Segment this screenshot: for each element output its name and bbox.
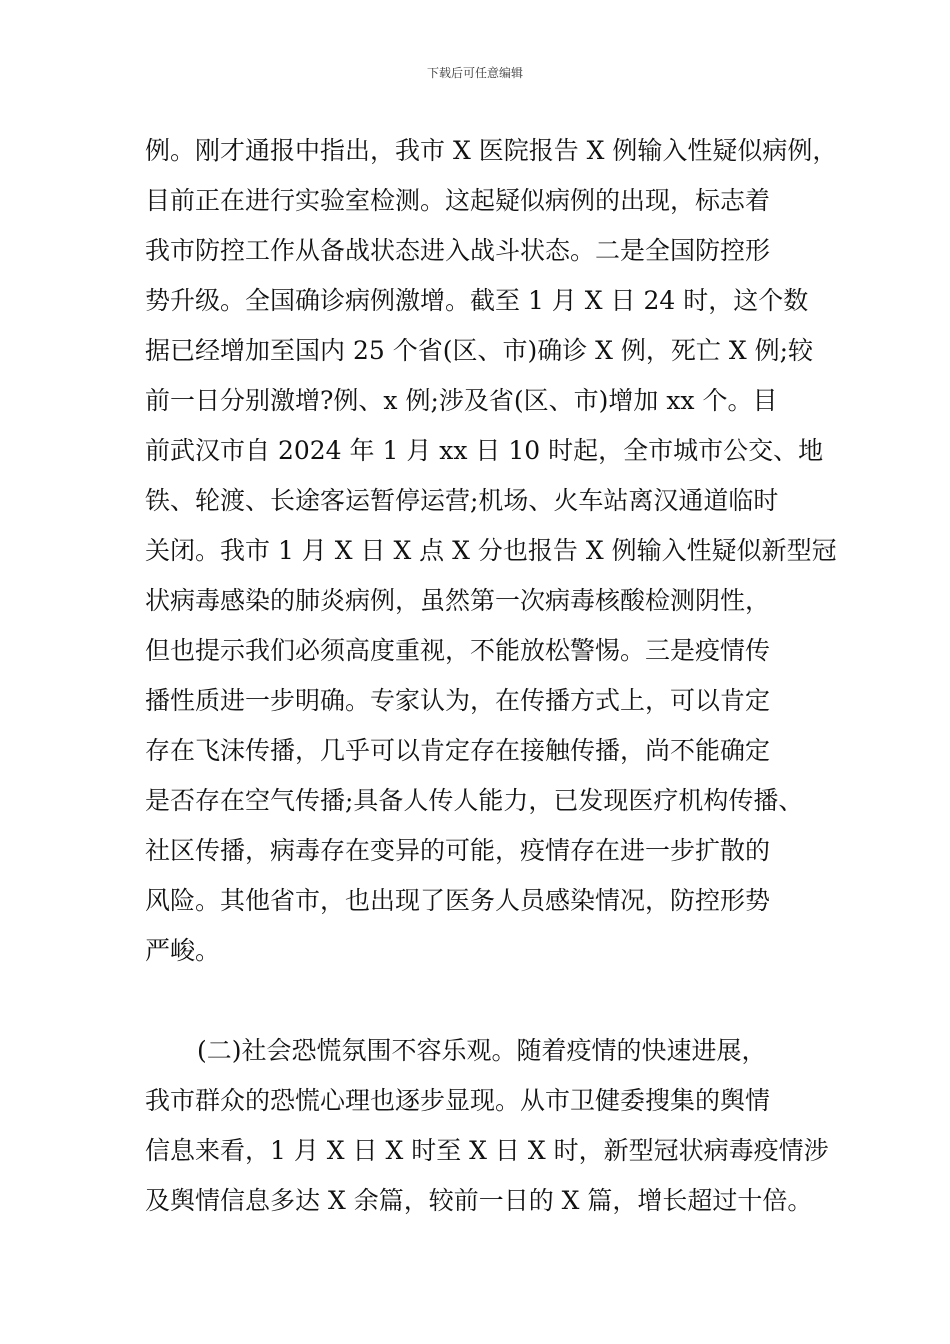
text-line: 及舆情信息多达 X 余篇，较前一日的 X 篇，增长超过十倍。	[145, 1186, 813, 1215]
paragraph-2	[145, 1026, 835, 1226]
text-line: 我市防控工作从备战状态进入战斗状态。二是全国防控形	[145, 236, 771, 265]
text-line: 前一日分别激增?例、x 例;涉及省(区、市)增加 xx 个。目	[145, 386, 778, 415]
text-line: 前武汉市自 2024 年 1 月 xx 日 10 时起，全市城市公交、地	[145, 436, 824, 465]
text-line: 铁、轮渡、长途客运暂停运营;机场、火车站离汉通道临时	[145, 486, 779, 515]
document-body	[145, 126, 838, 1226]
paragraph-1	[145, 126, 838, 976]
paragraph-spacer	[145, 976, 835, 1026]
text-line: 是否存在空气传播;具备人传人能力，已发现医疗机构传播、	[145, 786, 804, 815]
text-line: 我市群众的恐慌心理也逐步显现。从市卫健委搜集的舆情	[145, 1086, 771, 1115]
text-line: 播性质进一步明确。专家认为，在传播方式上，可以肯定	[145, 686, 771, 715]
text-line: 例。刚才通报中指出，我市 X 医院报告 X 例输入性疑似病例，	[145, 136, 838, 165]
page-header: 下载后可任意编辑	[426, 66, 523, 80]
text-line: 社区传播，病毒存在变异的可能，疫情存在进一步扩散的	[145, 836, 771, 865]
text-line: 风险。其他省市，也出现了医务人员感染情况，防控形势	[145, 886, 771, 915]
text-line: 状病毒感染的肺炎病例，虽然第一次病毒核酸检测阴性，	[145, 586, 771, 615]
text-line: 势升级。全国确诊病例激增。截至 1 月 X 日 24 时，这个数	[145, 286, 809, 315]
text-line: 目前正在进行实验室检测。这起疑似病例的出现，标志着	[145, 186, 771, 215]
text-line: (二)社会恐慌氛围不容乐观。随着疫情的快速进展，	[197, 1036, 767, 1065]
text-line: 但也提示我们必须高度重视，不能放松警惕。三是疫情传	[145, 636, 771, 665]
text-line: 信息来看，1 月 X 日 X 时至 X 日 X 时，新型冠状病毒疫情涉	[145, 1136, 829, 1165]
text-line: 据已经增加至国内 25 个省(区、市)确诊 X 例，死亡 X 例;较	[145, 336, 814, 365]
text-line: 存在飞沫传播，几乎可以肯定存在接触传播，尚不能确定	[145, 736, 771, 765]
text-line: 严峻。	[145, 936, 221, 965]
text-line: 关闭。我市 1 月 X 日 X 点 X 分也报告 X 例输入性疑似新型冠	[145, 536, 837, 565]
